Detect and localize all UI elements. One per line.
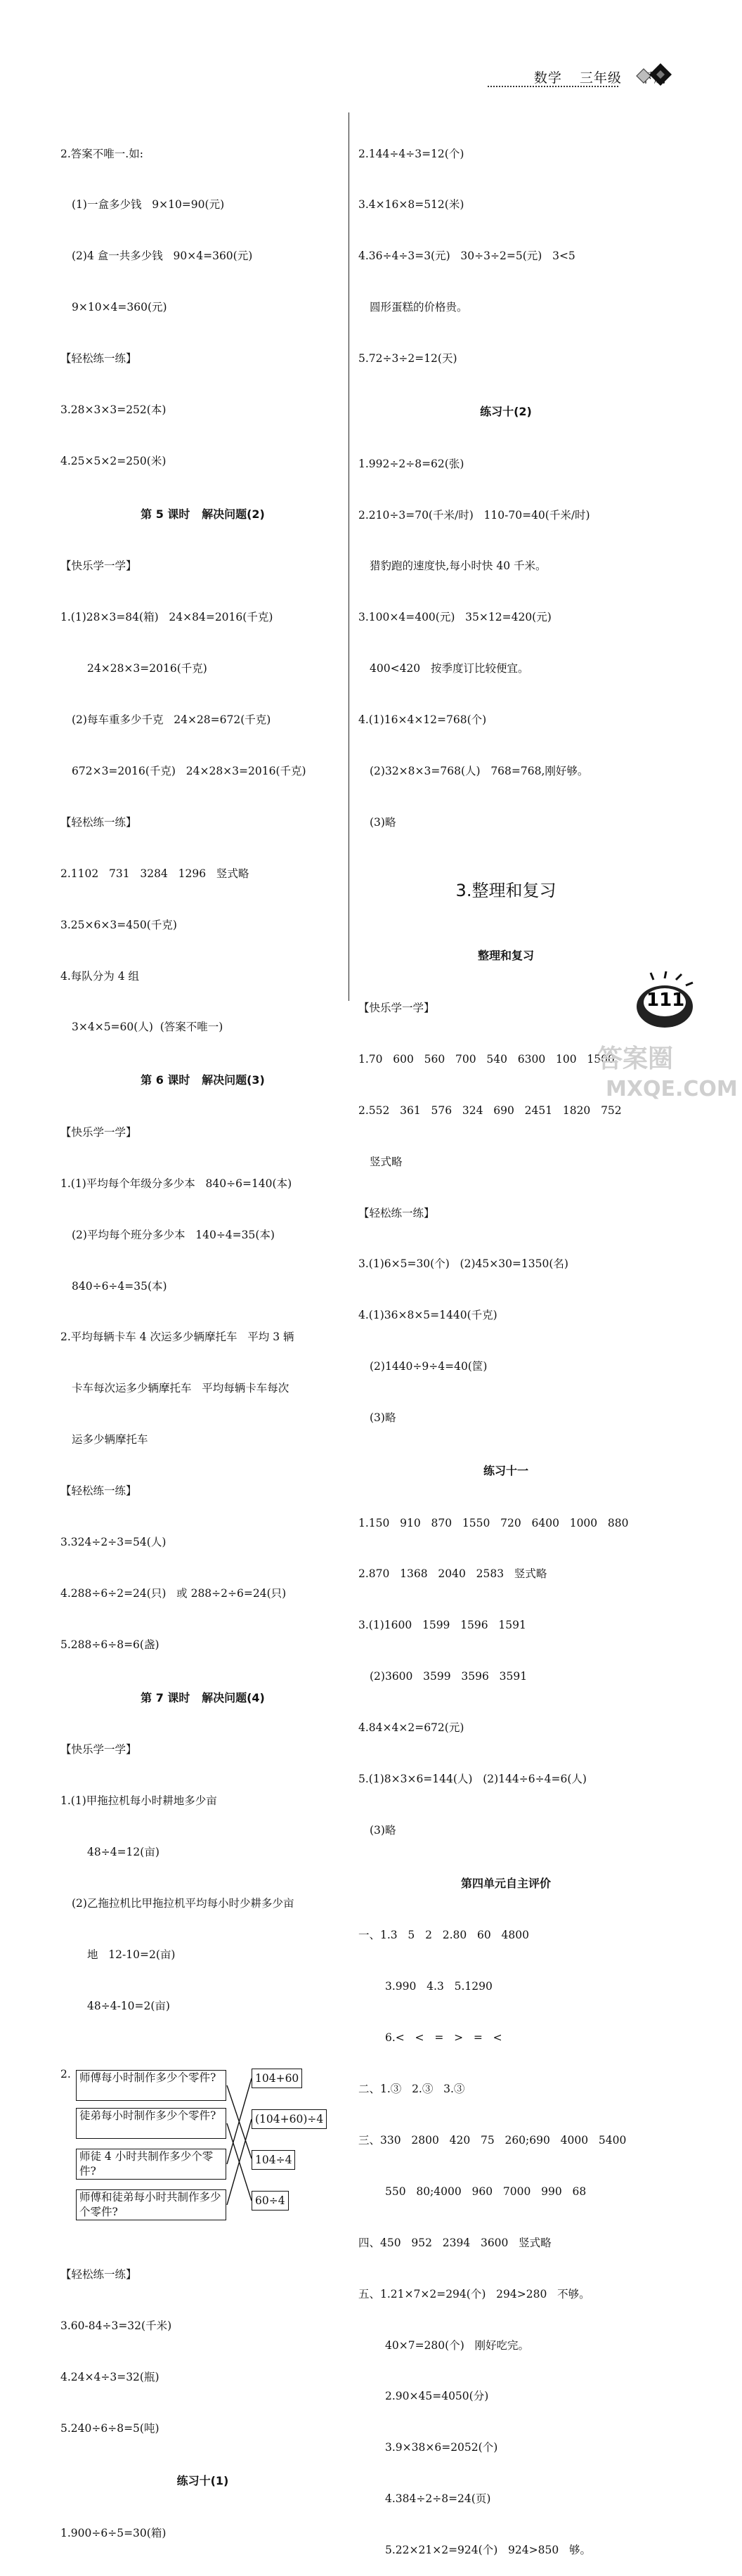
answer-line: 竖式略 [370,1155,403,1168]
answer-line: 5.(1)8×3×6=144(人) (2)144÷6÷4=6(人) [358,1773,587,1786]
subsection-label: 【快乐学一学】 [60,559,137,573]
answer-line: 2.144÷4÷3=12(个) [358,147,464,160]
answer-line: 4.每队分为 4 组 [60,969,140,983]
answer-line: 五、1.21×7×2=294(个) 294>280 不够。 [358,2287,590,2300]
section-heading: 整理和复习 [477,949,534,963]
chapter-heading: 3.整理和复习 [455,880,556,900]
answer-line: 2.平均每辆卡车 4 次运多少辆摩托车 平均 3 辆 [60,1331,294,1344]
answer-line: 1.992÷2÷8=62(张) [358,457,464,470]
subsection-label: 【轻松练一练】 [60,352,137,365]
answer-line: 三、330 2800 420 75 260;690 4000 5400 [358,2133,627,2147]
answer-line: 4.(1)16×4×12=768(个) [358,713,487,727]
answer-line: 3.(1)6×5=30(个) (2)45×30=1350(名) [358,1257,568,1271]
answer-line: 3.4×16×8=512(米) [358,198,464,212]
answer-line: 2.870 1368 2040 2583 竖式略 [358,1567,547,1581]
answer-line: 4.24×4÷3=32(瓶) [60,2370,160,2383]
answer-line: 圆形蛋糕的价格贵。 [370,301,468,314]
answer-line: 672×3=2016(千克) 24×28×3=2016(千克) [72,764,306,777]
answer-line: (2)32×8×3=768(人) 768=768,刚好够。 [370,764,589,777]
answer-line: 6.< < = > = < [385,2031,502,2045]
section-heading: 练习十一 [483,1463,528,1477]
section-heading: 练习十(1) [176,2474,229,2488]
matching-question: 师徒 4 小时共制作多少个零件? [76,2149,226,2180]
answer-line: 1.900÷6÷5=30(箱) [60,2527,167,2539]
answer-line: 2.552 361 576 324 690 2451 1820 752 [358,1103,622,1117]
header-rule [488,86,618,87]
answer-line: 5.22×21×2=924(个) 924>850 够。 [385,2544,591,2557]
answer-line: 3.9×38×6=2052(个) [385,2441,498,2454]
answer-line: 3.100×4=400(元) 35×12=420(元) [358,611,552,624]
watermark-url: MXQE.COM [606,1077,738,1101]
answer-line: 840÷6÷4=35(本) [72,1279,167,1293]
answer-line: (3)略 [370,1411,396,1425]
answer-line: 550 80;4000 960 7000 990 68 [385,2185,587,2198]
right-column [358,111,653,2576]
watermark: 答案圈 [597,1044,674,1073]
answer-line: 4.25×5×2=250(米) [60,454,167,467]
subsection-label: 【轻松练一练】 [60,2267,137,2281]
matching-question: 徒弟每小时制作多少个零件? [76,2108,226,2139]
answer-line: (2)乙拖拉机比甲拖拉机平均每小时少耕多少亩 [72,1896,294,1910]
answer-line: (3)略 [370,1823,396,1837]
answer-line: 3×4×5=60(人) (答案不唯一) [72,1021,223,1034]
answer-line: (1)一盒多少钱 9×10=90(元) [72,198,225,212]
answer-line: 400<420 按季度订比较便宜。 [370,662,529,675]
answer-line: 9×10×4=360(元) [72,301,167,314]
matching-question: 师傅和徒弟每小时共制作多少个零件? [76,2189,226,2220]
matching-answer: (104+60)÷4 [252,2109,327,2129]
answer-line: 二、1.③ 2.③ 3.③ [358,2083,465,2096]
answer-line: (2)3600 3599 3596 3591 [370,1670,528,1683]
section-heading: 练习十(2) [480,405,532,419]
section-heading: 第 7 课时 解决问题(4) [141,1690,265,1704]
matching-answer: 60÷4 [252,2191,289,2211]
header-subject: 数学 [533,70,562,86]
answer-line: 4.(1)36×8×5=1440(千克) [358,1309,497,1322]
answer-line: 5.72÷3÷2=12(天) [358,352,457,365]
answer-line: 1.(1)28×3=84(箱) 24×84=2016(千克) [60,611,273,624]
page-number: 111 [646,990,685,1011]
section-heading: 第 5 课时 解决问题(2) [141,507,265,521]
answer-line: (2)每车重多少千克 24×28=672(千克) [72,713,271,727]
matching-exercise [60,2066,345,2218]
diamond-ornament-icon [628,60,677,91]
answer-line: 5.240÷6÷8=5(吨) [60,2421,160,2435]
answer-line: 4.84×4×2=672(元) [358,1721,464,1735]
subsection-label: 【快乐学一学】 [60,1125,137,1139]
answer-line: 3.324÷2÷3=54(人) [60,1536,167,1549]
answer-line: 48÷4=12(亩) [87,1846,160,1859]
header-grade: 三年级 [579,70,622,86]
subsection-label: 【轻松练一练】 [358,1206,435,1219]
answer-line: (2)4 盒一共多少钱 90×4=360(元) [72,250,253,263]
section-heading: 第 6 课时 解决问题(3) [141,1073,265,1087]
answer-line: 2.90×45=4050(分) [385,2390,489,2403]
matching-number: 2. [60,2067,71,2080]
answer-line: 4.36÷4÷3=3(元) 30÷3÷2=5(元) 3<5 [358,250,575,263]
answer-line: 1.150 910 870 1550 720 6400 1000 880 [358,1516,629,1529]
subsection-label: 【轻松练一练】 [60,1484,137,1498]
answer-line: 2.答案不唯一.如: [60,147,143,160]
answer-line: 3.990 4.3 5.1290 [385,1980,493,1993]
subsection-label: 【快乐学一学】 [358,1001,435,1014]
answer-line: (3)略 [370,815,396,829]
answer-line: (2)1440÷9÷4=40(筐) [370,1360,488,1373]
answer-line: 1.(1)甲拖拉机每小时耕地多少亩 [60,1794,217,1808]
subsection-label: 【快乐学一学】 [60,1743,137,1756]
answer-line: 1.70 600 560 700 540 6300 100 1500 [358,1052,615,1066]
matching-question: 师傅每小时制作多少个零件? [76,2070,226,2101]
left-column [60,111,345,2559]
answer-line: 3.60-84÷3=32(千米) [60,2319,172,2332]
answer-line: 2.210÷3=70(千米/时) 110-70=40(千米/时) [358,508,590,522]
answer-line: 3.(1)1600 1599 1596 1591 [358,1619,526,1632]
matching-answer: 104÷4 [252,2150,295,2170]
answer-line: 4.288÷6÷2=24(只) 或 288÷2÷6=24(只) [60,1586,287,1600]
answer-line: 运多少辆摩托车 [72,1433,148,1446]
answer-line: (2)平均每个班分多少本 140÷4=35(本) [72,1228,275,1241]
answer-line: 四、450 952 2394 3600 竖式略 [358,2236,552,2249]
answer-line: 猎豹跑的速度快,每小时快 40 千米。 [370,559,547,573]
answer-line: 24×28×3=2016(千克) [87,662,207,675]
matching-answer: 104+60 [252,2069,302,2088]
answer-line: 40×7=280(个) 刚好吃完。 [385,2338,530,2352]
answer-line: 4.384÷2÷8=24(页) [385,2492,491,2506]
matching-lines [60,2066,257,2215]
answer-line: 地 12-10=2(亩) [87,1948,176,1961]
answer-line: 3.28×3×3=252(本) [60,403,167,417]
answer-line: 1.(1)平均每个年级分多少本 840÷6=140(本) [60,1177,292,1190]
answer-line: 5.288÷6÷8=6(盏) [60,1638,160,1651]
section-heading: 第四单元自主评价 [460,1876,551,1890]
subsection-label: 【轻松练一练】 [60,815,137,829]
answer-line: 2.1102 731 3284 1296 竖式略 [60,867,249,880]
answer-line: 一、1.3 5 2 2.80 60 4800 [358,1929,529,1942]
answer-line: 卡车每次运多少辆摩托车 平均每辆卡车每次 [72,1382,289,1395]
answer-line: 3.25×6×3=450(千克) [60,918,177,931]
answer-line: 48÷4-10=2(亩) [87,1999,170,2012]
